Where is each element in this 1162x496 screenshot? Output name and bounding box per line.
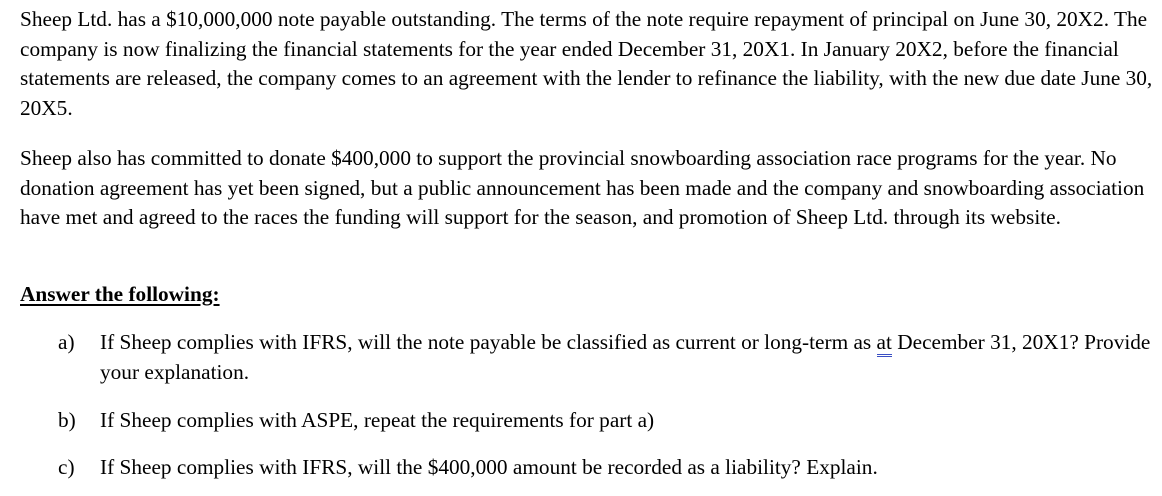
question-text [100, 327, 1158, 387]
question-letter: c) [58, 455, 75, 479]
section-heading: Answer the following: [20, 282, 220, 306]
paragraph-donation: Sheep also has committed to donate $400,000 to support the provincial snowboarding association race programs for the year. No donation agreement has yet been signed, but a public announcement has been made and the company and snowboarding association have met and agreed to the races the funding will support for the season, and promotion of Sheep Ltd. through its website. [20, 146, 1145, 229]
question-letter: b) [58, 408, 76, 432]
question-text-part: If Sheep complies with IFRS, will the note payable be classified as current or long-term as [100, 330, 877, 354]
paragraph-note-payable: Sheep Ltd. has a $10,000,000 note payable outstanding. The terms of the note require repayment of principal on June 30, 20X2. The company is now finalizing the financial statements for the year ended December 31, 20X1. In January 20X2, before the financial statements are released, the company comes to an agreement with the lender to refinance the liability, with the new due date June 30, 20X5. [20, 7, 1153, 120]
question-letter: a) [58, 330, 75, 354]
grammar-marked-word: at [877, 330, 892, 357]
question-text: If Sheep complies with ASPE, repeat the requirements for part a) [100, 408, 655, 432]
question-text: If Sheep complies with IFRS, will the $400,000 amount be recorded as a liability? Explain. [100, 455, 878, 479]
question-text-part: December 31, 20X1? Provide your explanation. [100, 330, 1151, 384]
